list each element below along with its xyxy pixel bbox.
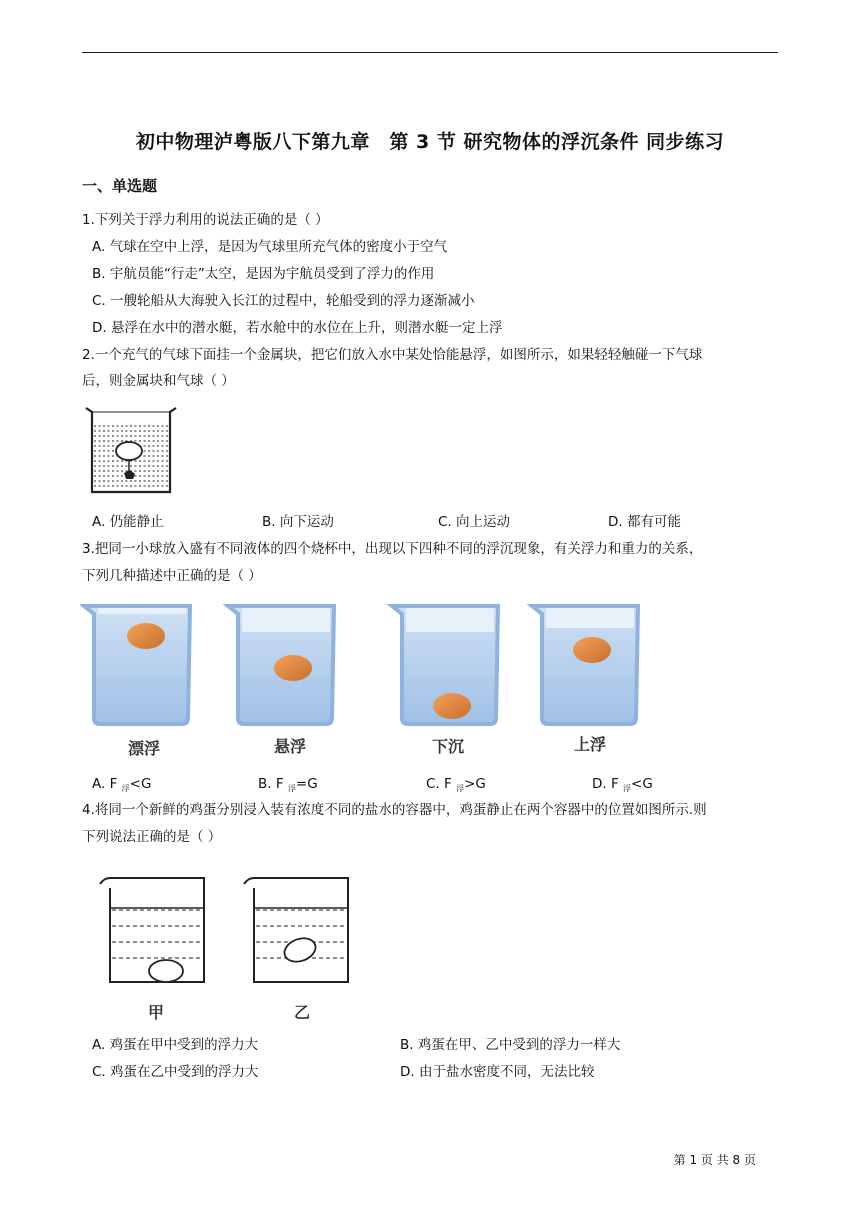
label-sinking: 下沉 xyxy=(432,737,465,756)
question-4-option-d[interactable]: D. 由于盐水密度不同，无法比较 xyxy=(400,1064,595,1080)
question-1-option-b[interactable]: B. 宇航员能“行走”太空，是因为宇航员受到了浮力的作用 xyxy=(92,266,435,282)
question-3-option-b[interactable]: B. F $_浮$=G xyxy=(258,776,318,793)
question-4-stem-line-1: 4.将同一个新鲜的鸡蛋分别浸入装有浓度不同的盐水的容器中，鸡蛋静止在两个容器中的位置如图所示.则 xyxy=(82,802,707,818)
section-heading: 一、单选题 xyxy=(82,177,158,195)
label-rising: 上浮 xyxy=(574,735,607,754)
question-4-option-c[interactable]: C. 鸡蛋在乙中受到的浮力大 xyxy=(92,1064,259,1080)
question-1-stem: 1.下列关于浮力利用的说法正确的是（ ） xyxy=(82,212,329,228)
beaker-suspended xyxy=(228,606,334,724)
question-2-option-a[interactable]: A. 仍能静止 xyxy=(92,514,164,530)
question-2-option-b[interactable]: B. 向下运动 xyxy=(262,514,334,530)
beaker-sinking xyxy=(392,606,498,724)
salt-water-eggs-figure xyxy=(96,870,356,1026)
question-1-option-a[interactable]: A. 气球在空中上浮，是因为气球里所充气体的密度小于空气 xyxy=(92,239,448,255)
label-floating: 漂浮 xyxy=(128,739,161,758)
question-1-option-c[interactable]: C. 一艘轮船从大海驶入长江的过程中，轮船受到的浮力逐渐减小 xyxy=(92,293,475,309)
question-3-stem-line-2: 下列几种描述中正确的是（ ） xyxy=(82,568,262,584)
header-rule xyxy=(82,52,778,53)
question-3-option-d[interactable]: D. F $_浮$<G xyxy=(592,776,653,793)
balloon-beaker-figure xyxy=(84,404,180,496)
question-1-option-d[interactable]: D. 悬浮在水中的潜水艇，若水舱中的水位在上升，则潜水艇一定上浮 xyxy=(92,320,503,336)
question-2-option-c[interactable]: C. 向上运动 xyxy=(438,514,511,530)
question-2-stem-line-2: 后，则金属块和气球（ ） xyxy=(82,373,235,389)
question-2-stem-line-1: 2.一个充气的气球下面挂一个金属块，把它们放入水中某处恰能悬浮，如图所示，如果轻轻触碰一下气球 xyxy=(82,347,703,363)
beaker-rising xyxy=(532,606,638,724)
question-4-stem-line-2: 下列说法正确的是（ ） xyxy=(82,829,222,845)
label-suspended: 悬浮 xyxy=(274,737,307,756)
question-3-stem-line-1: 3.把同一小球放入盛有不同液体的四个烧杯中，出现以下四种不同的浮沉现象，有关浮力和重力的关系， xyxy=(82,541,703,557)
float-states-figure xyxy=(80,600,650,766)
label-yi: 乙 xyxy=(294,1003,311,1022)
question-3-option-a[interactable]: A. F $_浮$<G xyxy=(92,776,152,793)
question-2-option-d[interactable]: D. 都有可能 xyxy=(608,514,681,530)
beaker-yi xyxy=(244,878,348,982)
beaker-jia xyxy=(100,878,204,982)
page-title: 初中物理泸粤版八下第九章 第 3 节 研究物体的浮沉条件 同步练习 xyxy=(135,131,725,153)
page-footer: 第 1 页 共 8 页 xyxy=(673,1153,756,1167)
question-4-option-a[interactable]: A. 鸡蛋在甲中受到的浮力大 xyxy=(92,1037,259,1053)
label-jia: 甲 xyxy=(148,1003,165,1022)
beaker-floating xyxy=(84,606,190,724)
question-4-option-b[interactable]: B. 鸡蛋在甲、乙中受到的浮力一样大 xyxy=(400,1037,621,1053)
question-3-option-c[interactable]: C. F $_浮$>G xyxy=(426,776,486,793)
